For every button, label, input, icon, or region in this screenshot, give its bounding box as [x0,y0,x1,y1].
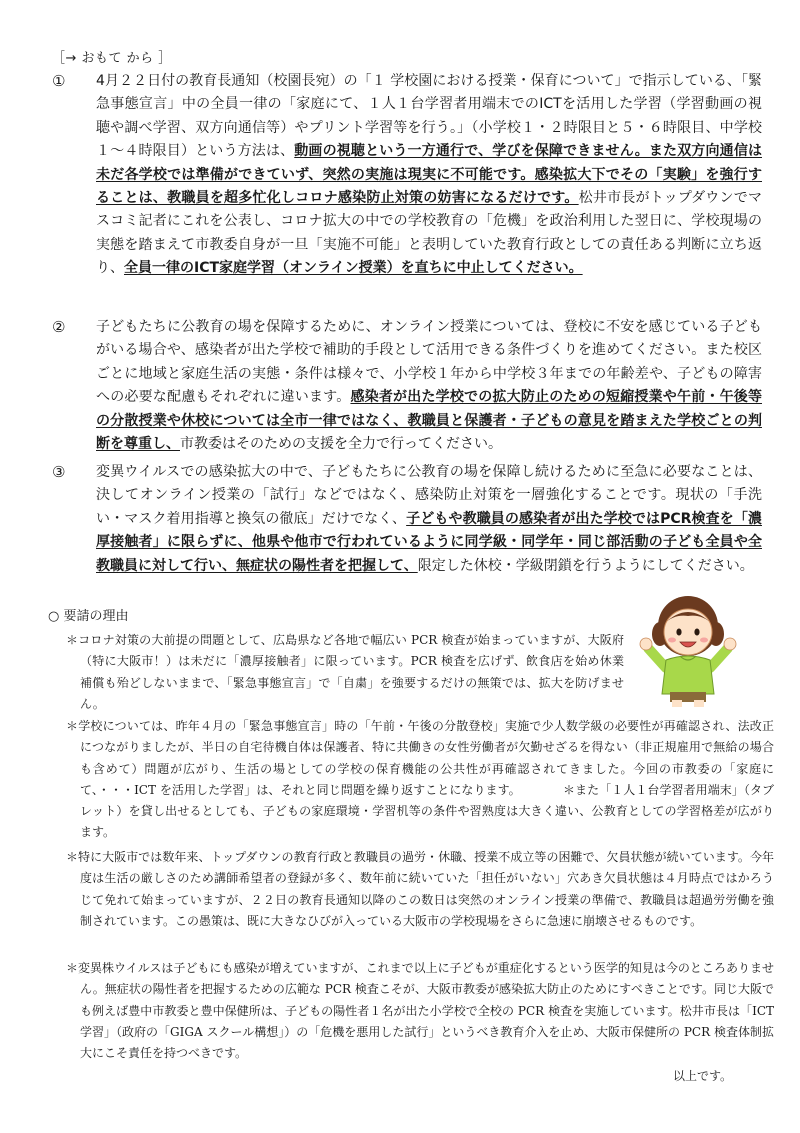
demand-text: 松井市長がトップダウンでマスコミ記者にこれを公表し、コロナ拡大の中での学校教育の「危機」を政治利用した翌日に、学校現場の実態を踏まえて市教委自身が一旦「実施不可能」と表明していた教育行政としての責任ある判断に立ち返り、 [96,190,762,277]
reasons-heading: ○ 要請の理由 [48,609,129,624]
continued-from-front-note: ［→ おもて から ］ [52,51,172,66]
demand-emphasis: 感染者が出た学校での拡大防止のための短縮授業や午前・午後等の分散授業や休校については全市一律ではなく、教職員と保護者・子どもの意見を踏まえた学校ごとの判断を尊重し、 [96,389,762,453]
closing-text: 以上です。 [672,1069,732,1083]
demand-text: 市教委はそのための支援を全力で行ってください。 [180,436,502,453]
demand-body [96,70,762,281]
reason-item-3: ＊特に大阪市では数年来、トップダウンの教育行政と教職員の過労・休職、授業不成立等の困難で、欠員状態が続いています。今年度は生活の厳しさのため講師希望者の登録が多く、数年前に続いていた「担任がいない」穴あき欠員状態は４月時点ではかろうじて免れて始まっていますが、２２日の教育長通知以降のこの数日は突然のオンライン授業の準備で、教職員は超過労労働を強制されています。この愚策は、既に大きなひびが入っている大阪市の学校現場をさらに急速に崩壊させるものです。 [66,850,774,928]
demand-emphasis: 全員一律のICT家庭学習（オンライン授業）を直ちに中止してください。 [124,260,583,277]
demand-body [96,316,762,456]
demand-item-2 [52,316,762,456]
demand-text: 変異ウイルスでの感染拡大の中で、子どもたちに公教育の場を保障し続けるために至急に必要なことは、決してオンライン授業の「試行」などではなく、感染防止対策を一層強化することです。現状の「手洗い・マスク着用指導と換気の徹底」だけでなく、 [96,464,762,527]
demand-body [96,461,762,578]
demand-item-3 [52,461,762,578]
demand-emphasis: 子どもや教職員の感染者が出た学校ではPCR検査を「濃厚接触者」に限らずに、他県や他市で行われているように同学級・同学年・同じ部活動の子ども全員や全教職員に対して行い、無症状の陽性者を把握して、 [96,510,762,574]
child-cheering-illustration [622,590,756,708]
reason-item-2: ＊学校については、昨年４月の「緊急事態宣言」時の「午前・午後の分散登校」実施で少人数学級の必要性が再確認され、法改正につながりましたが、半日の自宅待機自体は保護者、特に共働きの女性労働者が欠勤せざるを得ない（非正規雇用で無給の場合も含めて）問題が広がり、生活の場としての学校の保育機能の公共性が再確認されてきました。今回の市教委の「家庭にて、・・・ICT を活用した学習」は、それと同じ問題を繰り返すことになります。 ＊また「１人１台学習者用端末」（タブレット）を貸し出せるとしても、子どもの家庭環境・学習机等の条件や習熟度は大きく違い、公教育としての学習格差が広がります。 [66,719,774,840]
demand-text: 子どもたちに公教育の場を保障するために、オンライン授業については、登校に不安を感じている子どもがいる場合や、感染者が出た学校で補助的手段として活用できる条件づくりを進めてください。また校区ごとに地域と家庭生活の実態・条件は様々で、小学校１年から中学校３年までの年齢差や、子どもの障害への必要な配慮もそれぞれに違います。 [96,319,762,406]
demand-text: 限定した休校・学級閉鎖を行うようにしてください。 [417,557,754,574]
reason-item-4: ＊変異株ウイルスは子どもにも感染が増えていますが、これまで以上に子どもが重症化するという医学的知見は今のところありません。無症状の陽性者を把握するための広範な PCR 検査こそが、大阪市教委が感染拡大防止のためにすべきことです。同じ大阪でも例えば豊中市教委と豊中保健所は、子どもの陽性者１名が出た小学校で全校の PCR 検査を実施しています。松井市長は「ICT 学習」（政府の「GIGA スクール構想」）の「危機を悪用した試行」というべき教育介入を止め、大阪市保健所の PCR 検査体制拡大にこそ責任を持つべきです。 [66,961,774,1061]
demand-number: ① [52,72,66,90]
demand-emphasis: 動画の視聴という一方通行で、学びを保障できません。また双方向通信は未だ各学校では準備ができていず、突然の実施は現実に不可能です。感染拡大下でその「実験」を強行することは、教職員を超多忙化しコロナ感染防止対策の妨害になるだけです。 [96,143,762,207]
demand-item-1 [52,70,762,281]
demand-number: ③ [52,463,66,481]
demand-number: ② [52,318,66,336]
demand-text: 4月２２日付の教育長通知（校園長宛）の「１ 学校園における授業・保育について」で指示している、「緊急事態宣言」中の全員一律の「家庭にて、１人１台学習者用端末でのICTを活用した学習（学習動画の視聴や調べ学習、双方向通信等）やプリント学習等を行う。」（小学校１・２時限目と５・６時限目、中学校１～４時限目）という方法は、 [96,73,762,160]
reason-item-1: ＊コロナ対策の大前提の問題として、広島県など各地で幅広い PCR 検査が始まっていますが、大阪府（特に大阪市！）は未だに「濃厚接触者」に限っています。PCR 検査を広げず、飲食店を始め休業補償も殆どしないままで、「緊急事態宣言」で「自粛」を強要するだけの無策では、拡大を防げません。 [66,633,624,711]
